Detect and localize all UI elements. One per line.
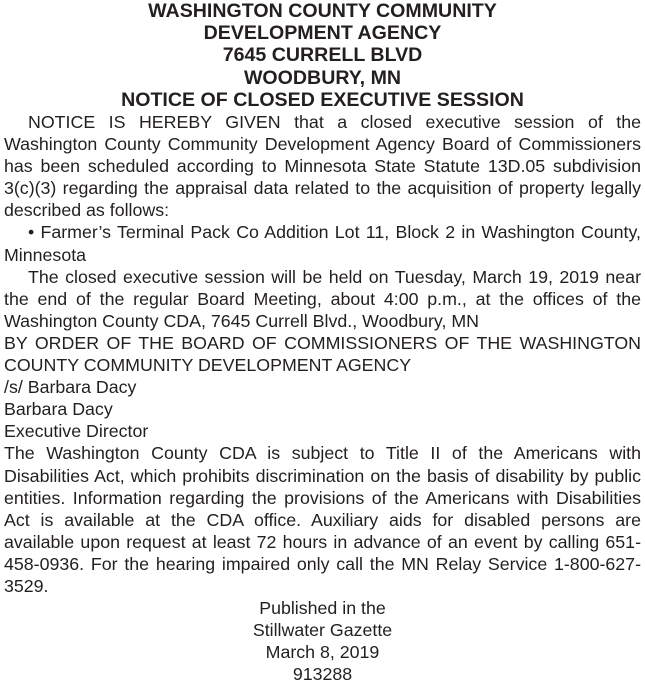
ad-number: 913288 (292, 664, 353, 685)
publication-date: March 8, 2019 (265, 642, 380, 663)
agency-name-line-1: WASHINGTON COUNTY COMMUNITY (148, 0, 497, 22)
ada-paragraph: The Washington County CDA is subject to Title II of the Americans with Disabilities Act, which prohibits discrimination on the basis of disability by public entities. Information regarding the provisions of the Americans with Disabilities Act is available at the CDA office. Auxiliary aids for disabled persons are available upon request at least 72 hours in advance of an event by calling 651-458-0936. For the hearing impaired only call the MN Relay Service 1-800-627-3529. (4, 443, 641, 596)
agency-name-line-2: DEVELOPMENT AGENCY (203, 22, 442, 45)
notice-title: NOTICE OF CLOSED EXECUTIVE SESSION (121, 88, 524, 111)
session-paragraph: The closed executive session will be held on Tuesday, March 19, 2019 near the end of the regular Board Meeting, about 4:00 p.m., at the offices of the Washington County CDA, 7645 Currell Blvd., Woodbury, MN (4, 266, 641, 331)
publication-info (4, 597, 641, 685)
agency-address-street: 7645 CURRELL BLVD (222, 44, 423, 67)
order-paragraph: BY ORDER OF THE BOARD OF COMMISSIONERS OF THE WASHINGTON COUNTY COMMUNITY DEVELOPMENT AGENCY (4, 332, 641, 376)
property-bullet: • Farmer’s Terminal Pack Co Addition Lot 11, Block 2 in Washington County, Minnesota (4, 222, 641, 265)
signature-line: /s/ Barbara Dacy (4, 377, 137, 398)
newspaper-name: Stillwater Gazette (252, 620, 393, 641)
published-in-label: Published in the (259, 598, 386, 619)
notice-paragraph: NOTICE IS HEREBY GIVEN that a closed executive session of the Washington County Community Development Agency Board of Commissioners has been scheduled according to Minnesota State Statute 13D.05 subdivision 3(c)(3) regarding the appraisal data related to the acquisition of property legally described as follows: (4, 112, 641, 221)
notice-heading (4, 0, 641, 111)
agency-address-city: WOODBURY, MN (243, 66, 402, 89)
signer-name: Barbara Dacy (4, 399, 113, 420)
signer-title: Executive Director (4, 421, 149, 442)
